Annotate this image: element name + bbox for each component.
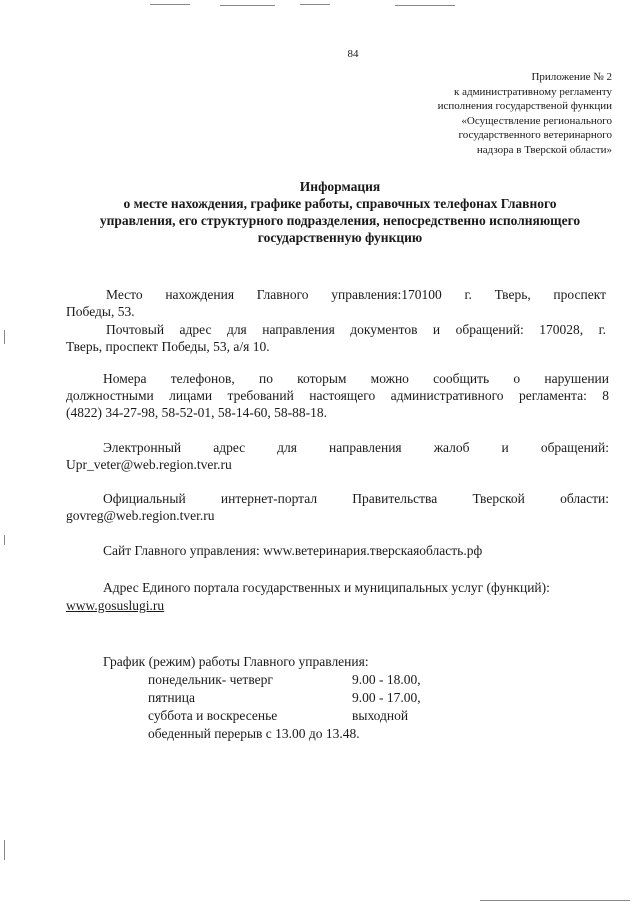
scan-artifact (300, 4, 330, 5)
scan-artifact (4, 330, 5, 344)
appendix-line: государственного ветеринарного (458, 129, 612, 141)
scan-artifact (480, 900, 630, 901)
scan-artifact (395, 5, 455, 6)
schedule-day: суббота и воскресенье (148, 708, 278, 723)
schedule-hours: 9.00 - 17.00, (352, 690, 421, 705)
schedule-hours: 9.00 - 18.00, (352, 672, 421, 687)
appendix-line: надзора в Тверской области» (476, 143, 612, 156)
scan-artifact (4, 840, 5, 860)
scan-artifact (4, 535, 5, 545)
postal-line-1: Почтовый адрес для направления документов и обращений: 170028, г. (106, 322, 606, 337)
title-line: государственную функцию (257, 230, 423, 245)
scan-artifact (220, 5, 275, 6)
phones-line-2: должностными лицами требований настоящего административного регламента: 8 (66, 388, 609, 403)
email-address: Upr_veter@web.region.tver.ru (66, 457, 232, 472)
appendix-line: Приложение № 2 (531, 71, 612, 83)
appendix-line: «Осуществление регионального (461, 114, 612, 127)
schedule-day: понедельник- четверг (148, 672, 273, 687)
location-line-1: Место нахождения Главного управления:170100 г. Тверь, проспект (106, 287, 606, 302)
document-title (60, 178, 620, 246)
postal-line-2: Тверь, проспект Победы, 53, а/я 10. (66, 339, 270, 354)
location-line-2: Победы, 53. (66, 304, 135, 319)
gosuslugi-line: Адрес Единого портала государственных и муниципальных услуг (функций): (103, 580, 550, 595)
schedule-hours: выходной (352, 708, 409, 723)
scan-artifact (150, 4, 190, 5)
gosuslugi-link[interactable]: www.gosuslugi.ru (66, 598, 165, 613)
portal-line-1: Официальный интернет-портал Правительства Тверской области: (103, 491, 609, 506)
schedule-day: пятница (148, 690, 195, 705)
site-line: Сайт Главного управления: www.ветеринария.тверскаяобласть.рф (103, 543, 483, 558)
page-number: 84 (347, 48, 359, 60)
phones-line-1: Номера телефонов, по которым можно сообщить о нарушении (103, 371, 609, 386)
schedule-lunch: обеденный перерыв с 13.00 до 13.48. (148, 726, 360, 741)
portal-address: govreg@web.region.tver.ru (66, 508, 215, 523)
schedule-heading: График (режим) работы Главного управления: (103, 654, 369, 669)
title-line: о месте нахождения, графике работы, справочных телефонах Главного (123, 196, 557, 211)
appendix-line: исполнения государственой функции (437, 100, 612, 112)
email-line-1: Электронный адрес для направления жалоб и обращений: (103, 440, 609, 455)
appendix-line: к административному регламенту (454, 85, 612, 98)
phones-line-3: (4822) 34-27-98, 58-52-01, 58-14-60, 58-88-18. (66, 405, 327, 420)
title-heading: Информация (299, 179, 381, 194)
appendix-note (438, 70, 612, 157)
title-line: управления, его структурного подразделения, непосредственно исполняющего (99, 213, 581, 228)
